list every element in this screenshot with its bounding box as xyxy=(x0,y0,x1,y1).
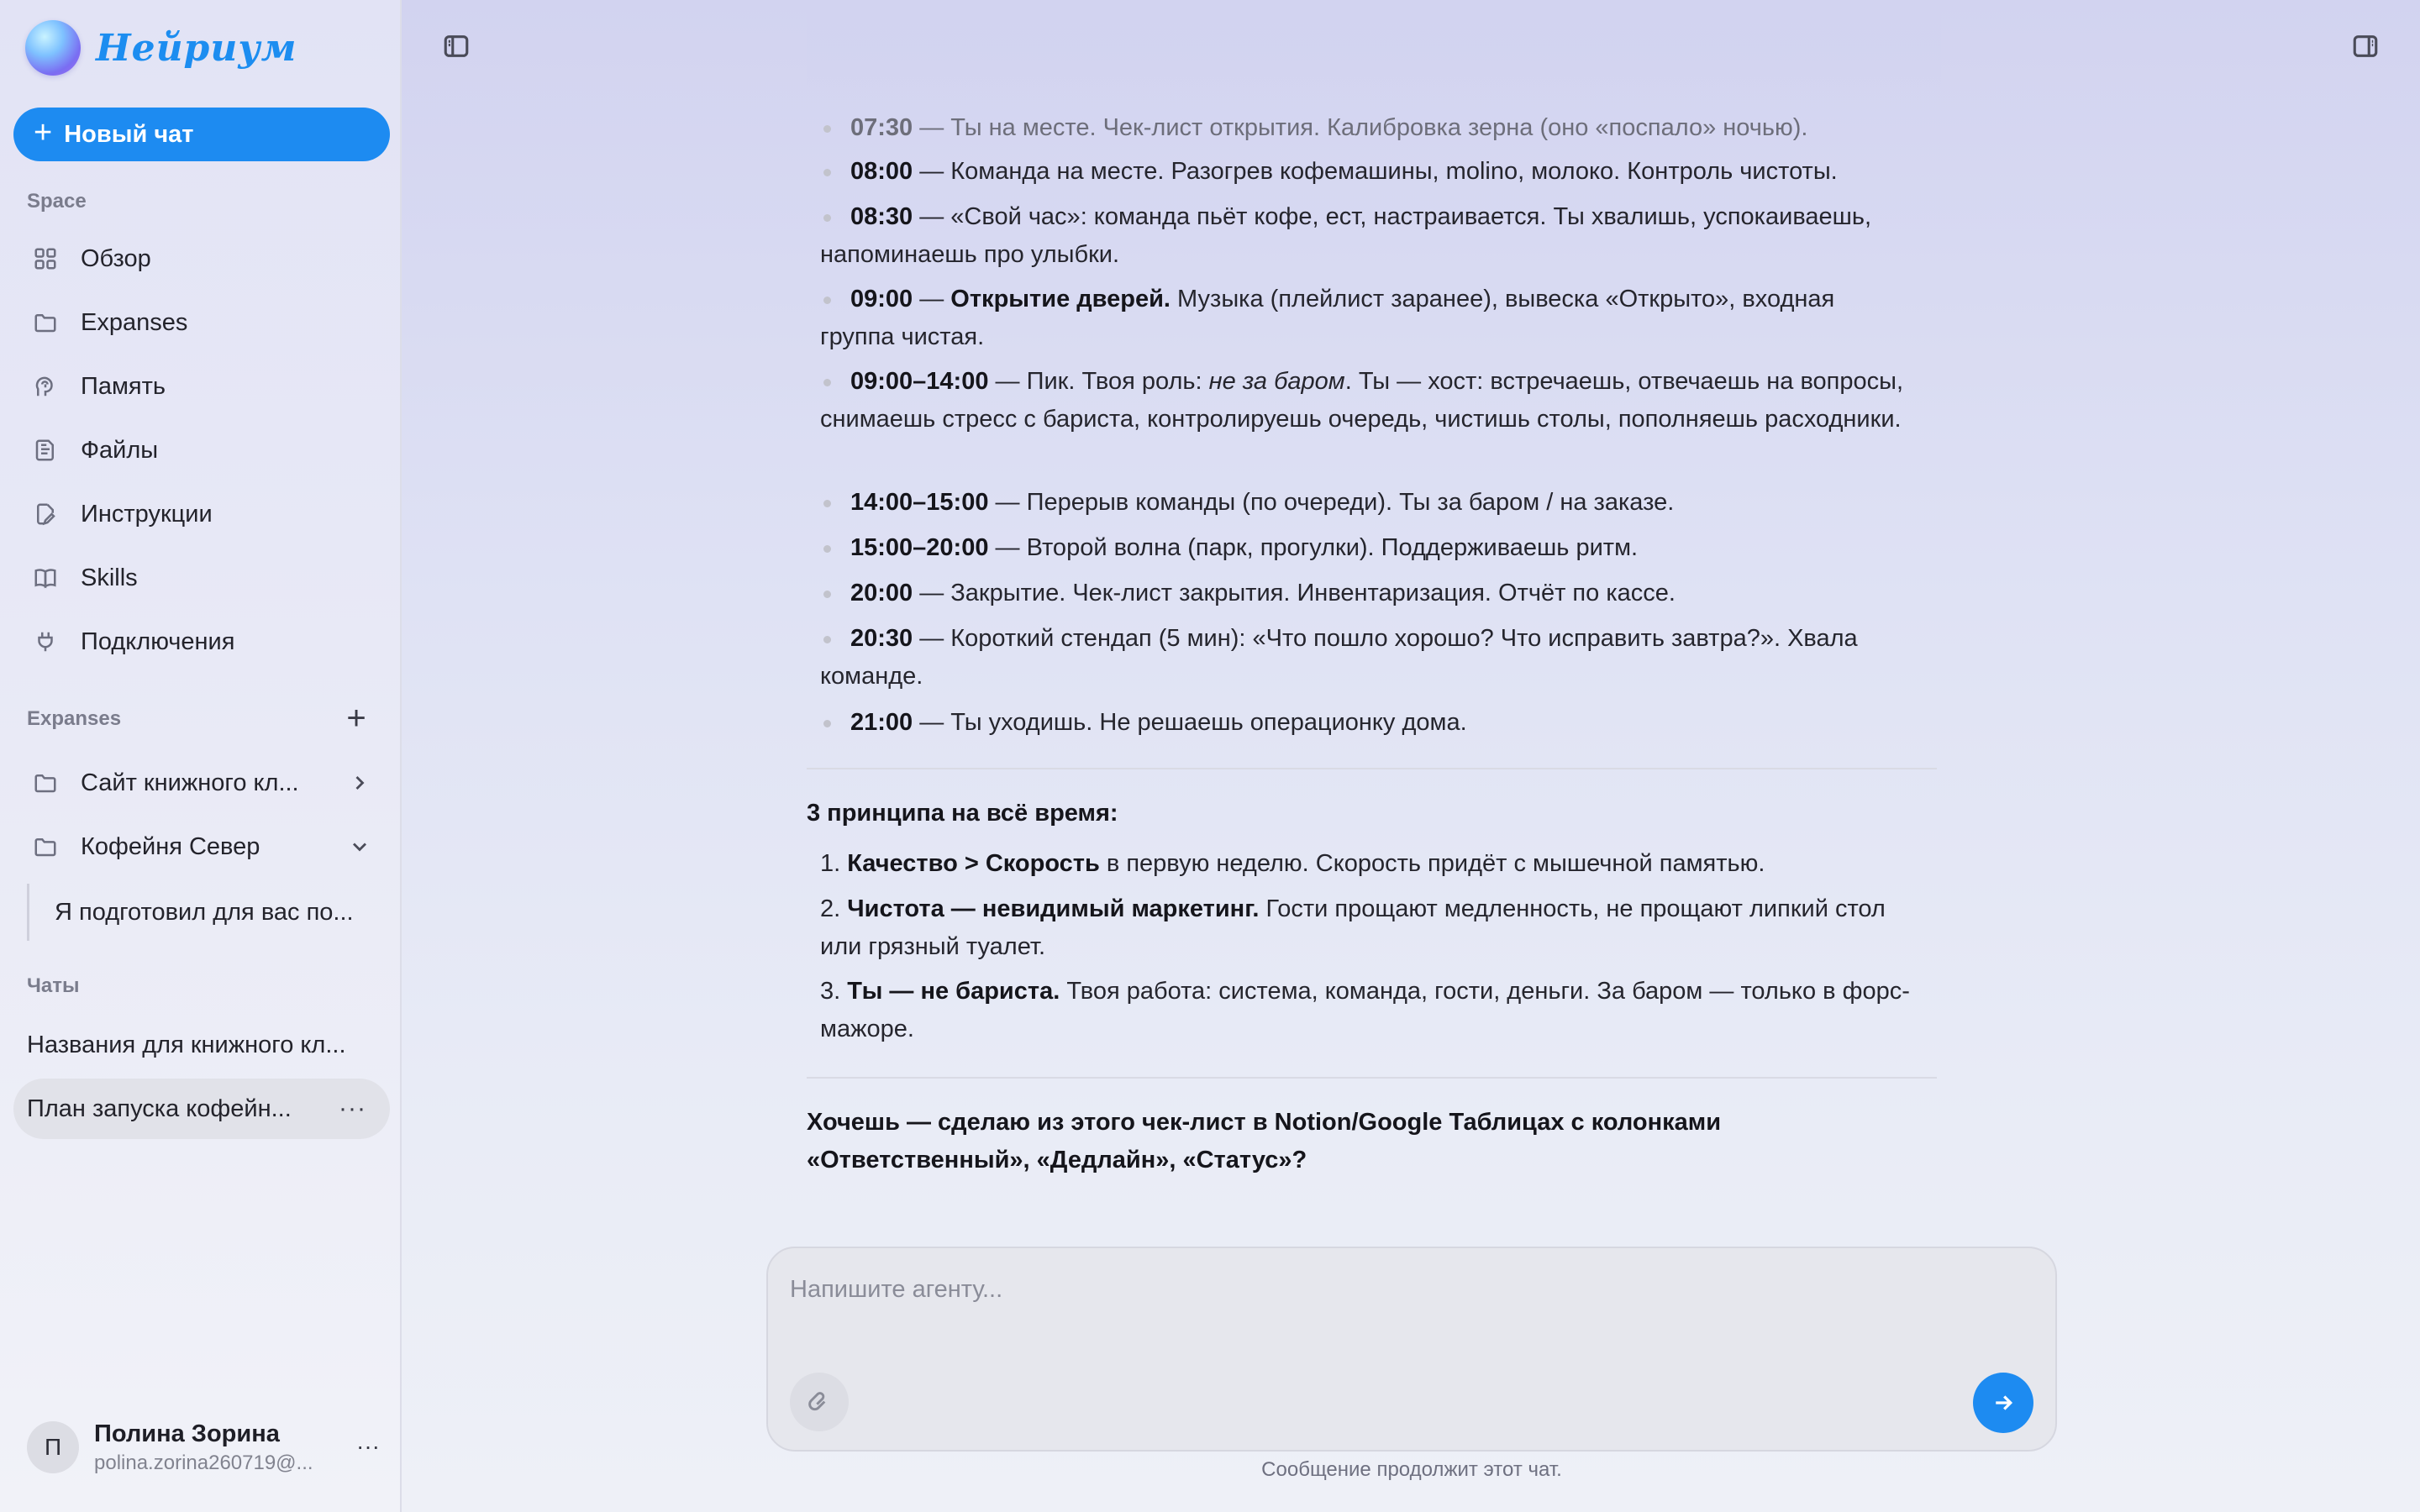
principle-number: 3. xyxy=(820,978,841,1005)
composer xyxy=(766,1247,2057,1452)
principle-item xyxy=(820,845,1912,883)
schedule-emphasis: не за баром xyxy=(1208,368,1345,395)
section-label-space: Space xyxy=(27,190,87,213)
add-expanse-button[interactable]: + xyxy=(346,700,366,737)
arrow-right-icon xyxy=(1991,1390,2016,1415)
principle-number: 2. xyxy=(820,895,841,922)
schedule-time: 07:30 xyxy=(850,114,913,141)
section-label-chats: Чаты xyxy=(27,974,80,997)
schedule-text: — «Свой час»: команда пьёт кофе, ест, настраивается. Ты хвалишь, успокаиваешь, напоминаешь про улыбки. xyxy=(820,203,1872,268)
sidebar xyxy=(0,0,402,1512)
plug-icon xyxy=(32,628,59,655)
schedule-time: 09:00–14:00 xyxy=(850,368,989,395)
chat-item-label: План запуска кофейн... xyxy=(27,1095,292,1122)
send-button[interactable] xyxy=(1973,1373,2033,1433)
sidebar-item-label: Skills xyxy=(81,564,138,591)
list-item xyxy=(820,198,1912,274)
schedule-text: — Короткий стендап (5 мин): «Что пошло хорошо? Что исправить завтра?». Хвала команде. xyxy=(820,625,1858,690)
schedule-text-pre: — Пик. Твоя роль: xyxy=(988,368,1209,395)
principle-text: Твоя работа: система, команда, гости, деньги. За баром — только в форс-мажоре. xyxy=(820,978,1910,1042)
expanse-item[interactable] xyxy=(13,820,390,874)
schedule-text: . Ты — хост: встречаешь, отвечаешь на вопросы, снимаешь стресс с бариста, контролируешь очередь, чистишь столы, пополняешь расходники. xyxy=(820,368,1904,433)
schedule-time: 20:00 xyxy=(850,580,913,606)
schedule-time: 14:00–15:00 xyxy=(850,489,989,516)
user-name: Полина Зорина xyxy=(94,1420,280,1447)
brand[interactable] xyxy=(25,20,297,76)
sidebar-item-label: Файлы xyxy=(81,436,159,464)
list-item xyxy=(820,484,1912,522)
principle-item xyxy=(820,973,1912,1048)
grid-icon xyxy=(32,245,59,272)
plus-icon: + xyxy=(34,115,53,150)
principle-strong: Качество > Скорость xyxy=(847,850,1100,877)
pen-icon xyxy=(32,501,59,528)
expanse-item[interactable] xyxy=(13,756,390,810)
folder-icon xyxy=(32,833,59,860)
list-item xyxy=(820,363,1912,438)
user-email: polina.zorina260719@... xyxy=(94,1451,313,1474)
principles-heading: 3 принципа на всё время: xyxy=(807,800,1118,827)
user-menu-icon[interactable]: ··· xyxy=(356,1433,380,1459)
expanse-item-label: Сайт книжного кл... xyxy=(81,769,299,796)
principle-strong: Ты — не бариста. xyxy=(847,978,1060,1005)
new-chat-label: Новый чат xyxy=(64,120,194,148)
expanse-item-label: Кофейня Север xyxy=(81,832,260,860)
sidebar-item-label: Память xyxy=(81,372,166,400)
sidebar-item-files[interactable] xyxy=(13,423,390,477)
list-item xyxy=(820,281,1912,356)
schedule-separator: — xyxy=(913,286,951,312)
section-label-expanses: Expanses xyxy=(27,707,122,730)
schedule-strong: Открытие дверей. xyxy=(950,286,1171,312)
list-item xyxy=(820,704,1912,742)
sidebar-item-expanses[interactable] xyxy=(13,296,390,349)
schedule-time: 08:00 xyxy=(850,158,913,185)
principle-item xyxy=(820,890,1912,966)
composer-hint: Сообщение продолжит этот чат. xyxy=(1261,1458,1562,1481)
chat-item[interactable] xyxy=(13,1015,390,1075)
brand-name: Нейриум xyxy=(96,26,297,70)
chevron-right-icon[interactable] xyxy=(348,771,371,795)
schedule-time: 21:00 xyxy=(850,709,913,736)
toggle-sidebar-icon[interactable] xyxy=(442,32,471,60)
sidebar-item-memory[interactable] xyxy=(13,360,390,413)
schedule-time: 20:30 xyxy=(850,625,913,652)
principle-text: в первую неделю. Скорость придёт с мышечной памятью. xyxy=(1099,850,1765,877)
schedule-time: 09:00 xyxy=(850,286,913,312)
schedule-text: — Перерыв команды (по очереди). Ты за баром / на заказе. xyxy=(988,489,1675,516)
list-item xyxy=(820,620,1912,696)
divider xyxy=(807,768,1937,769)
closing-question: Хочешь — сделаю из этого чек-лист в Notion/Google Таблицах с колонками «Ответственный», «Дедлайн», «Статус»? xyxy=(807,1109,1722,1173)
paperclip-icon xyxy=(806,1389,833,1415)
sidebar-item-label: Подключения xyxy=(81,627,235,655)
principle-strong: Чистота — невидимый маркетинг. xyxy=(847,895,1260,922)
sidebar-item-overview[interactable] xyxy=(13,232,390,286)
principle-text: Гости прощают медленность, не прощают липкий стол или грязный туалет. xyxy=(820,895,1886,960)
user-profile[interactable] xyxy=(27,1418,380,1477)
schedule-text: — Ты уходишь. Не решаешь операционку дома. xyxy=(913,709,1467,736)
brain-icon xyxy=(32,373,59,400)
chevron-down-icon[interactable] xyxy=(348,835,371,858)
attach-button[interactable] xyxy=(790,1373,849,1431)
avatar: П xyxy=(27,1421,79,1473)
schedule-text: Музыка (плейлист заранее), вывеска «Открыто», входная группа чистая. xyxy=(820,286,1835,350)
schedule-time: 08:30 xyxy=(850,203,913,230)
sidebar-item-label: Обзор xyxy=(81,244,151,272)
sidebar-item-connections[interactable] xyxy=(13,615,390,669)
sidebar-item-label: Expanses xyxy=(81,308,188,336)
chat-item-label: Названия для книжного кл... xyxy=(27,1031,346,1058)
principle-number: 1. xyxy=(820,850,841,877)
schedule-text: — Второй волна (парк, прогулки). Поддерживаешь ритм. xyxy=(988,534,1639,561)
sidebar-item-label: Инструкции xyxy=(81,500,213,528)
more-options-icon[interactable]: ··· xyxy=(339,1095,366,1122)
schedule-text: — Ты на месте. Чек-лист открытия. Калибровка зерна (оно «поспало» ночью). xyxy=(913,114,1808,141)
sidebar-item-instructions[interactable] xyxy=(13,487,390,541)
file-icon xyxy=(32,437,59,464)
toggle-right-panel-icon[interactable] xyxy=(2351,32,2380,60)
list-item xyxy=(820,109,1912,147)
list-item xyxy=(820,153,1912,191)
expanse-sub-item[interactable]: Я подготовил для вас по... xyxy=(27,884,380,941)
folder-icon xyxy=(32,309,59,336)
chat-item-active[interactable] xyxy=(13,1079,390,1139)
divider xyxy=(807,1077,1937,1079)
folder-icon xyxy=(32,769,59,796)
scroll-fade xyxy=(807,0,1941,101)
brand-logo-orb xyxy=(25,20,81,76)
sidebar-item-skills[interactable] xyxy=(13,551,390,605)
schedule-time: 15:00–20:00 xyxy=(850,534,989,561)
book-icon xyxy=(32,564,59,591)
list-item xyxy=(820,575,1912,612)
schedule-text: — Команда на месте. Разогрев кофемашины, molino, молоко. Контроль чистоты. xyxy=(913,158,1838,185)
new-chat-button[interactable] xyxy=(13,108,390,161)
message-input[interactable] xyxy=(790,1268,2000,1310)
schedule-text: — Закрытие. Чек-лист закрытия. Инвентаризация. Отчёт по кассе. xyxy=(913,580,1676,606)
list-item xyxy=(820,529,1912,567)
